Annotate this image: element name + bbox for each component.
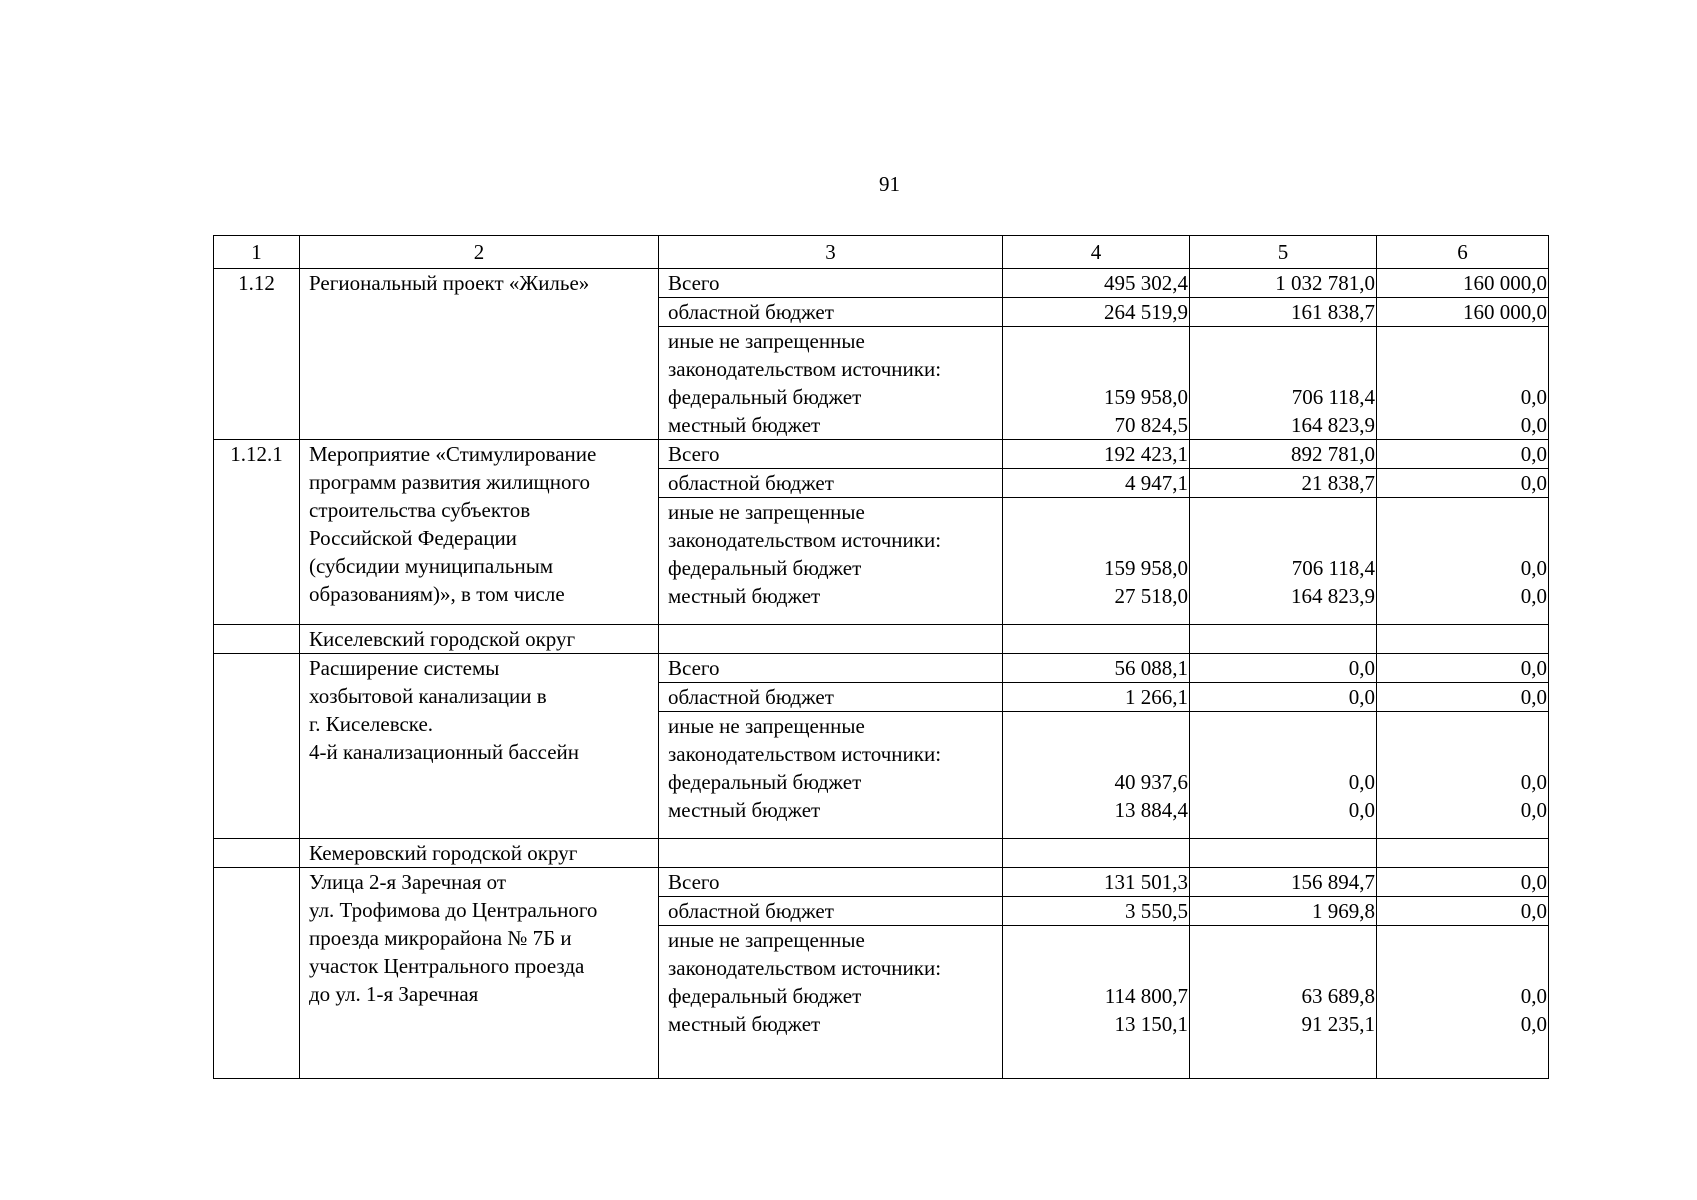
- item-name-line: Российской Федерации: [309, 526, 517, 550]
- row-index: [214, 868, 300, 1079]
- source-label: [659, 926, 1003, 1079]
- header-cell: 4: [1003, 236, 1190, 269]
- item-name-line: ул. Трофимова до Центрального: [309, 898, 598, 922]
- value-cell: 161 838,7: [1190, 298, 1377, 327]
- item-name-line: Улица 2-я Заречная от: [309, 870, 506, 894]
- value-cell: 131 501,3: [1003, 868, 1190, 897]
- value-line: 63 689,8: [1301, 984, 1375, 1008]
- item-name-line: участок Центрального проезда: [309, 954, 585, 978]
- table-row: [214, 269, 1549, 298]
- value-line: 0,0: [1520, 798, 1547, 822]
- district-row: [214, 625, 1549, 654]
- value-cell: 0,0: [1377, 469, 1549, 498]
- header-cell: 6: [1377, 236, 1549, 269]
- table-row: [214, 654, 1549, 683]
- value-line: 159 958,0: [1104, 556, 1188, 580]
- value-cell: 1 969,8: [1190, 897, 1377, 926]
- value-line: 0,0: [1520, 556, 1547, 580]
- value-line: 706 118,4: [1291, 556, 1375, 580]
- value-cell: [1377, 498, 1549, 625]
- source-label-line: местный бюджет: [668, 798, 821, 822]
- value-line: 91 235,1: [1301, 1012, 1375, 1036]
- header-row: [214, 236, 1549, 269]
- value-cell: 1 266,1: [1003, 683, 1190, 712]
- source-label-line: иные не запрещенные: [668, 329, 865, 353]
- value-line: 13 884,4: [1114, 798, 1188, 822]
- value-line: 0,0: [1520, 413, 1547, 437]
- source-label: Всего: [659, 654, 1003, 683]
- source-label: [659, 327, 1003, 440]
- value-cell: 0,0: [1190, 683, 1377, 712]
- value-line: 27 518,0: [1114, 584, 1188, 608]
- item-name-line: до ул. 1-я Заречная: [309, 982, 479, 1006]
- district-name: Киселевский городской округ: [300, 625, 659, 654]
- district-name: Кемеровский городской округ: [300, 839, 659, 868]
- value-line: 0,0: [1520, 770, 1547, 794]
- value-cell: 0,0: [1377, 440, 1549, 469]
- source-label: Всего: [659, 440, 1003, 469]
- item-name: [300, 269, 659, 440]
- value-cell: [1003, 327, 1190, 440]
- source-label: [659, 498, 1003, 625]
- source-label-line: федеральный бюджет: [668, 984, 862, 1008]
- value-cell: 495 302,4: [1003, 269, 1190, 298]
- value-line: 0,0: [1348, 770, 1375, 794]
- source-label: [659, 712, 1003, 839]
- source-label-line: законодательством источники:: [668, 357, 942, 381]
- item-name-line: образованиям)», в том числе: [309, 582, 565, 606]
- value-cell: 1 032 781,0: [1190, 269, 1377, 298]
- item-name-line: (субсидии муниципальным: [309, 554, 554, 578]
- item-name-line: Мероприятие «Стимулирование: [309, 442, 597, 466]
- value-cell: [1003, 498, 1190, 625]
- item-name: [300, 654, 659, 839]
- value-line: 0,0: [1520, 385, 1547, 409]
- item-name-line: Расширение системы: [309, 656, 500, 680]
- header-cell: 3: [659, 236, 1003, 269]
- source-label: областной бюджет: [659, 298, 1003, 327]
- value-cell: [1377, 712, 1549, 839]
- value-line: 164 823,9: [1291, 584, 1375, 608]
- source-label: областной бюджет: [659, 897, 1003, 926]
- source-label: Всего: [659, 269, 1003, 298]
- source-label-line: законодательством источники:: [668, 742, 942, 766]
- district-row: [214, 839, 1549, 868]
- value-cell: [1003, 712, 1190, 839]
- value-cell: 264 519,9: [1003, 298, 1190, 327]
- source-label-line: местный бюджет: [668, 584, 821, 608]
- value-line: 0,0: [1520, 1012, 1547, 1036]
- item-name-line: 4-й канализационный бассейн: [309, 740, 580, 764]
- value-line: 40 937,6: [1114, 770, 1188, 794]
- source-label: областной бюджет: [659, 683, 1003, 712]
- value-cell: [1190, 712, 1377, 839]
- value-cell: 192 423,1: [1003, 440, 1190, 469]
- table-row: [214, 868, 1549, 897]
- value-cell: 0,0: [1377, 868, 1549, 897]
- page-number: 91: [879, 172, 900, 196]
- value-cell: 0,0: [1377, 897, 1549, 926]
- source-label-line: иные не запрещенные: [668, 714, 865, 738]
- source-label-line: местный бюджет: [668, 1012, 821, 1036]
- value-cell: [1377, 327, 1549, 440]
- value-line: 159 958,0: [1104, 385, 1188, 409]
- header-cell: 5: [1190, 236, 1377, 269]
- source-label: Всего: [659, 868, 1003, 897]
- item-name-line: хозбытовой канализации в: [309, 684, 547, 708]
- item-name: [300, 440, 659, 625]
- table-row: [214, 440, 1549, 469]
- item-name-line: Региональный проект «Жилье»: [309, 271, 590, 295]
- source-label-line: иные не запрещенные: [668, 928, 865, 952]
- value-cell: [1190, 926, 1377, 1079]
- source-label-line: законодательством источники:: [668, 956, 942, 980]
- value-cell: 160 000,0: [1377, 298, 1549, 327]
- source-label: областной бюджет: [659, 469, 1003, 498]
- item-name-line: г. Киселевске.: [309, 712, 434, 736]
- value-line: 114 800,7: [1104, 984, 1188, 1008]
- header-cell: 2: [300, 236, 659, 269]
- value-cell: 4 947,1: [1003, 469, 1190, 498]
- value-cell: [1190, 327, 1377, 440]
- source-label-line: иные не запрещенные: [668, 500, 865, 524]
- row-index: 1.12.1: [214, 440, 300, 625]
- value-cell: 3 550,5: [1003, 897, 1190, 926]
- header-cell: 1: [214, 236, 300, 269]
- value-cell: 0,0: [1377, 683, 1549, 712]
- value-line: 164 823,9: [1291, 413, 1375, 437]
- value-cell: [1003, 926, 1190, 1079]
- value-line: 0,0: [1520, 984, 1547, 1008]
- value-cell: 56 088,1: [1003, 654, 1190, 683]
- value-cell: 156 894,7: [1190, 868, 1377, 897]
- row-index: [214, 625, 300, 654]
- item-name: [300, 868, 659, 1079]
- source-label-line: федеральный бюджет: [668, 385, 862, 409]
- value-cell: 0,0: [1377, 654, 1549, 683]
- item-name-line: строительства субъектов: [309, 498, 531, 522]
- value-cell: [1190, 498, 1377, 625]
- item-name-line: проезда микрорайона № 7Б и: [309, 926, 572, 950]
- budget-table: [213, 235, 1549, 1079]
- value-line: 0,0: [1520, 584, 1547, 608]
- value-cell: [1377, 926, 1549, 1079]
- source-label-line: местный бюджет: [668, 413, 821, 437]
- row-index: [214, 654, 300, 839]
- row-index: 1.12: [214, 269, 300, 440]
- item-name-line: программ развития жилищного: [309, 470, 591, 494]
- value-cell: 160 000,0: [1377, 269, 1549, 298]
- value-line: 70 824,5: [1114, 413, 1188, 437]
- value-line: 0,0: [1348, 798, 1375, 822]
- source-label-line: федеральный бюджет: [668, 556, 862, 580]
- value-line: 13 150,1: [1114, 1012, 1188, 1036]
- value-cell: 892 781,0: [1190, 440, 1377, 469]
- row-index: [214, 839, 300, 868]
- source-label-line: законодательством источники:: [668, 528, 942, 552]
- source-label-line: федеральный бюджет: [668, 770, 862, 794]
- value-cell: 0,0: [1190, 654, 1377, 683]
- value-line: 706 118,4: [1291, 385, 1375, 409]
- value-cell: 21 838,7: [1190, 469, 1377, 498]
